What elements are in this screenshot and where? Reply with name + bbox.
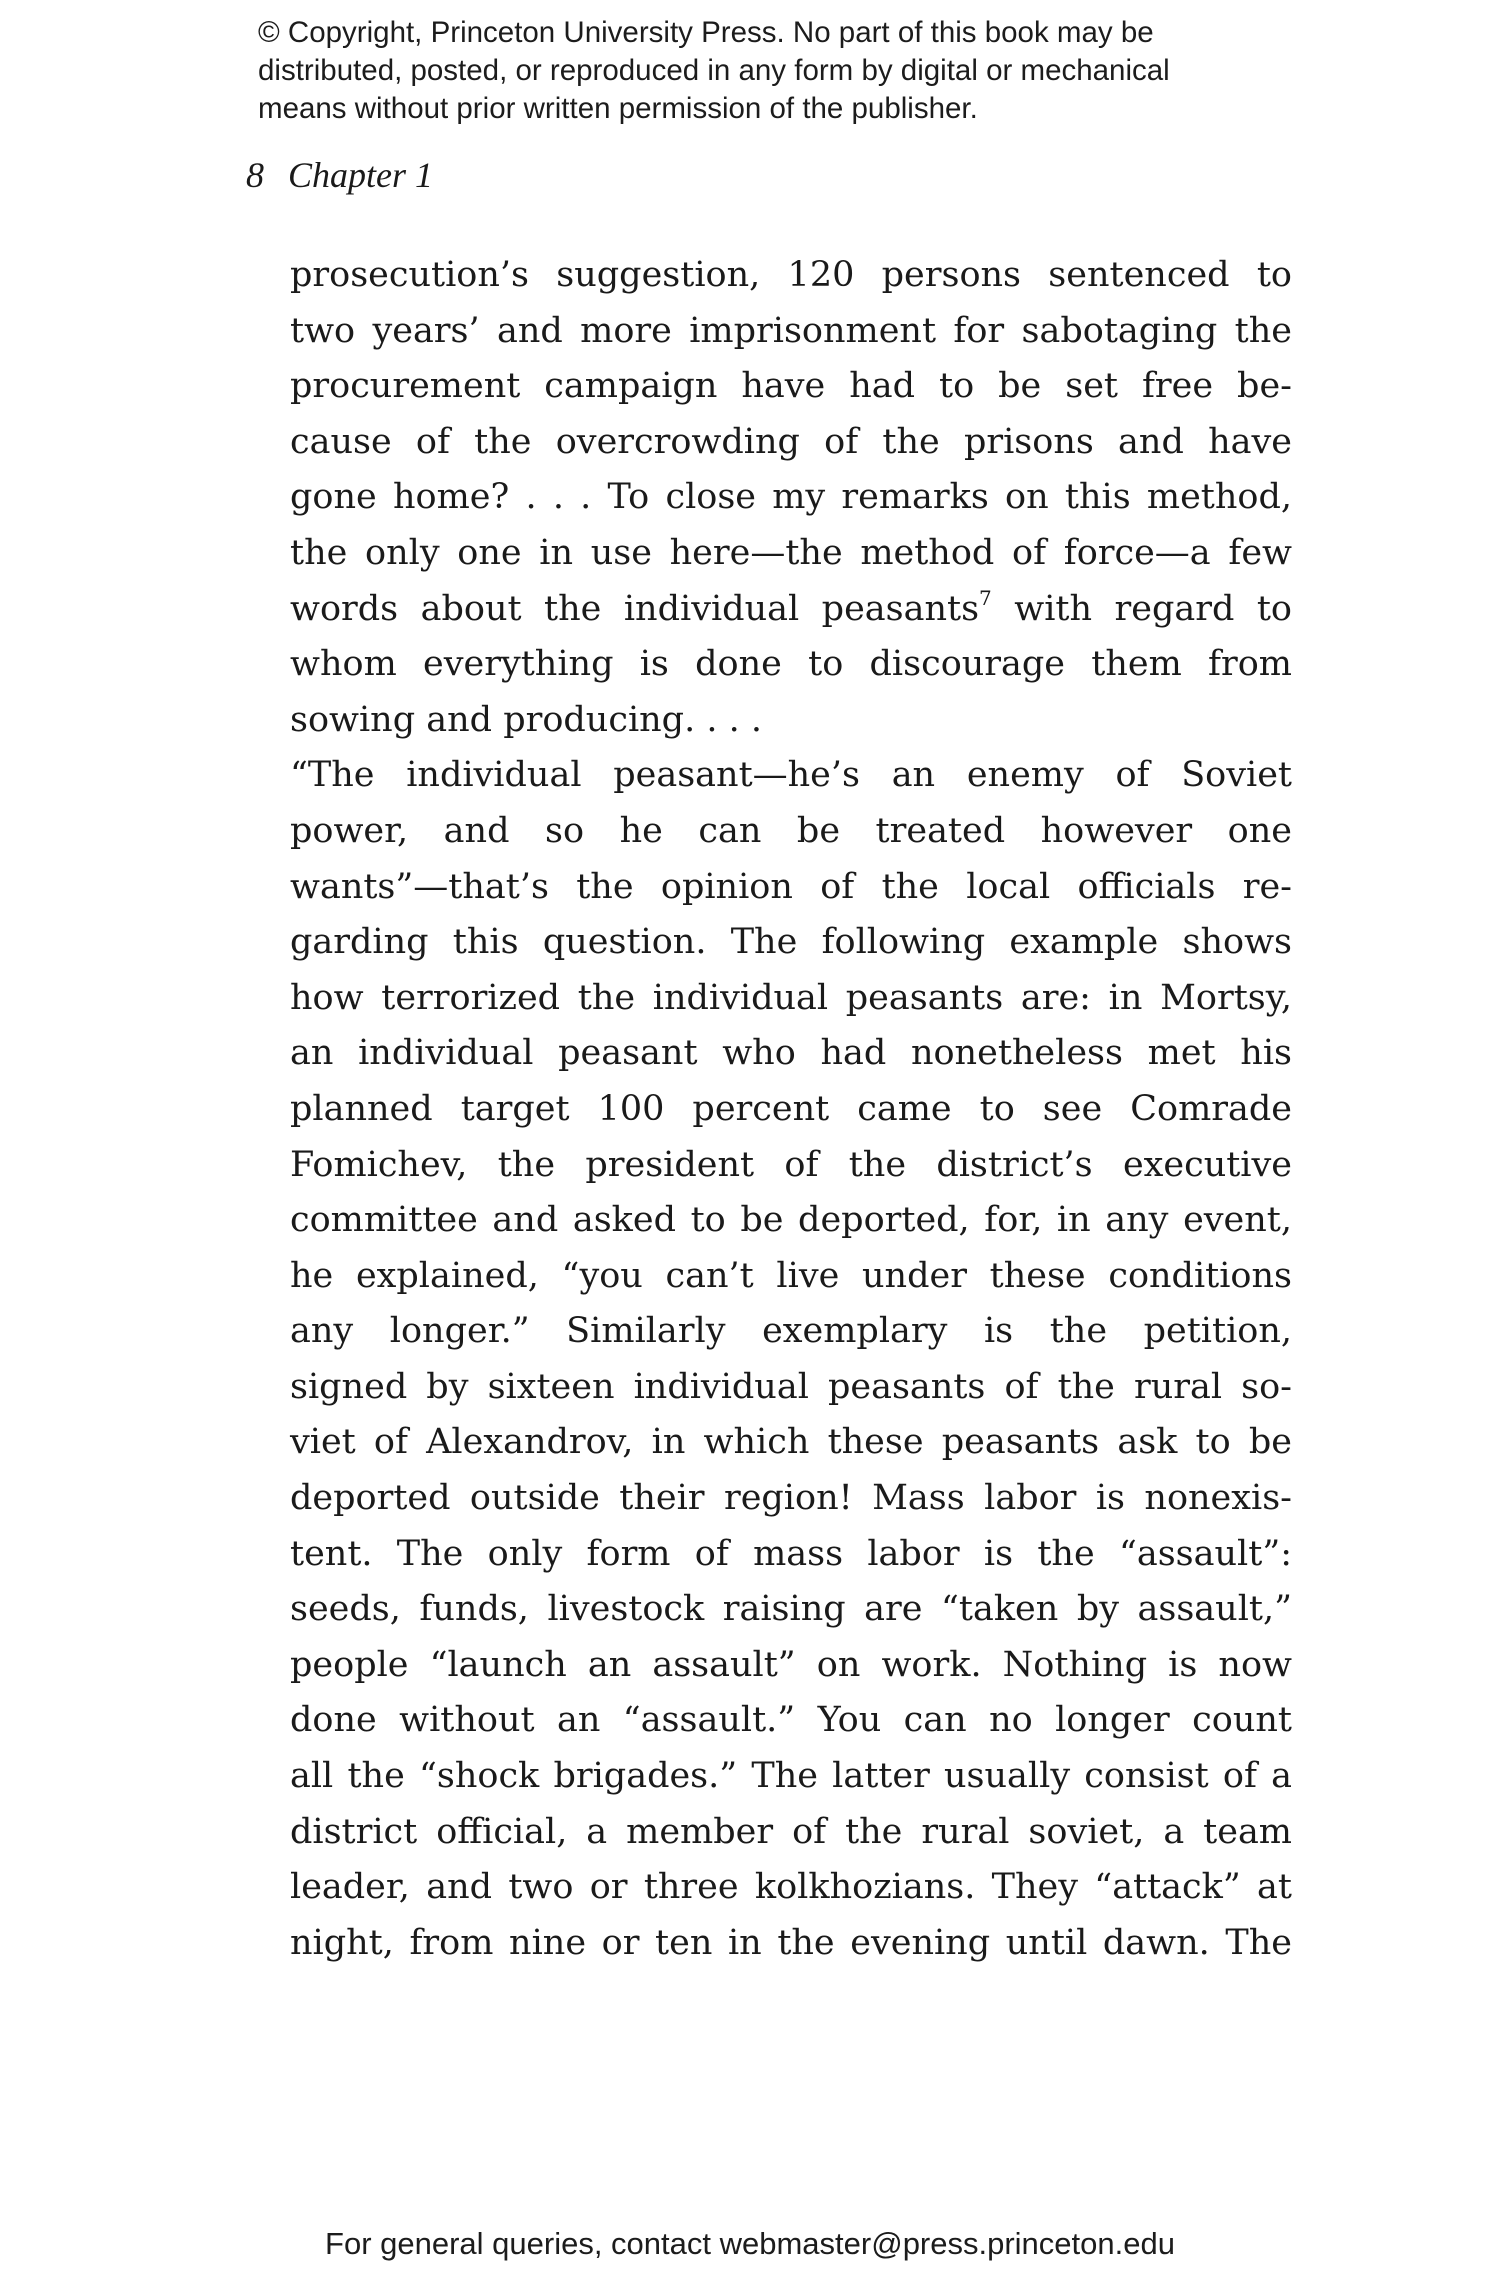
chapter-title: Chapter 1 [288,155,434,195]
text-line: wants”—that’s the opinion of the local officials re- [290,866,1292,907]
text-line: power, and so he can be treated however one [290,810,1292,851]
footnote-marker: 7 [979,585,992,610]
text-line: people “launch an assault” on work. Nothing is now [290,1644,1292,1685]
copyright-notice [258,14,1358,128]
footer-contact: For general queries, contact webmaster@press.princeton.edu [325,2226,1175,2261]
text-line: done without an “assault.” You can no longer count [290,1700,1292,1741]
text-line: committee and asked to be deported, for, in any event, [290,1200,1292,1241]
text-line: viet of Alexandrov, in which these peasants ask to be [290,1422,1292,1463]
text-line-end: with regard to [991,588,1292,629]
text-line: whom everything is done to discourage them from [290,644,1292,685]
text-line: district official, a member of the rural soviet, a team [290,1811,1292,1852]
text-line: planned target 100 percent came to see Comrade [290,1088,1292,1129]
text-line: sowing and producing. . . . [290,699,762,740]
copyright-line: © Copyright, Princeton University Press. No part of this book may be [258,16,1154,49]
text-line [290,582,1292,638]
text-line: tent. The only form of mass labor is the “assault”: [290,1533,1292,1574]
text-line: seeds, funds, livestock raising are “taken by assault,” [290,1589,1292,1630]
text-line: procurement campaign have had to be set free be- [290,366,1292,407]
body-text [290,248,1292,1971]
text-line: cause of the overcrowding of the prisons and have [290,421,1292,462]
text-line: prosecution’s suggestion, 120 persons sentenced to [290,255,1292,295]
text-line-start: words about the individual peasants [290,588,980,629]
text-line: signed by sixteen individual peasants of the rural so- [290,1366,1292,1407]
text-line: leader, and two or three kolkhozians. They “attack” at [290,1867,1292,1908]
copyright-line: distributed, posted, or reproduced in any form by digital or mechanical [258,54,1170,87]
text-line: night, from nine or ten in the evening until dawn. The [290,1922,1292,1963]
text-line: Fomichev, the president of the district’s executive [290,1144,1292,1185]
copyright-line: means without prior written permission of the publisher. [258,92,978,125]
text-line: two years’ and more imprisonment for sabotaging the [290,310,1292,351]
text-line: he explained, “you can’t live under these conditions [290,1255,1292,1296]
text-line: deported outside their region! Mass labor is nonexis- [290,1478,1292,1519]
page-number: 8 [246,155,264,195]
text-line: the only one in use here—the method of force—a few [290,532,1292,573]
text-line: all the “shock brigades.” The latter usually consist of a [290,1756,1292,1797]
text-line: “The individual peasant—he’s an enemy of Soviet [290,755,1292,796]
text-line: garding this question. The following example shows [290,922,1292,963]
text-line: any longer.” Similarly exemplary is the petition, [290,1311,1292,1352]
text-line: an individual peasant who had nonetheless met his [290,1033,1292,1074]
text-line: how terrorized the individual peasants are: in Mortsy, [290,977,1292,1018]
text-line: gone home? . . . To close my remarks on this method, [290,477,1292,518]
running-head [246,153,433,197]
